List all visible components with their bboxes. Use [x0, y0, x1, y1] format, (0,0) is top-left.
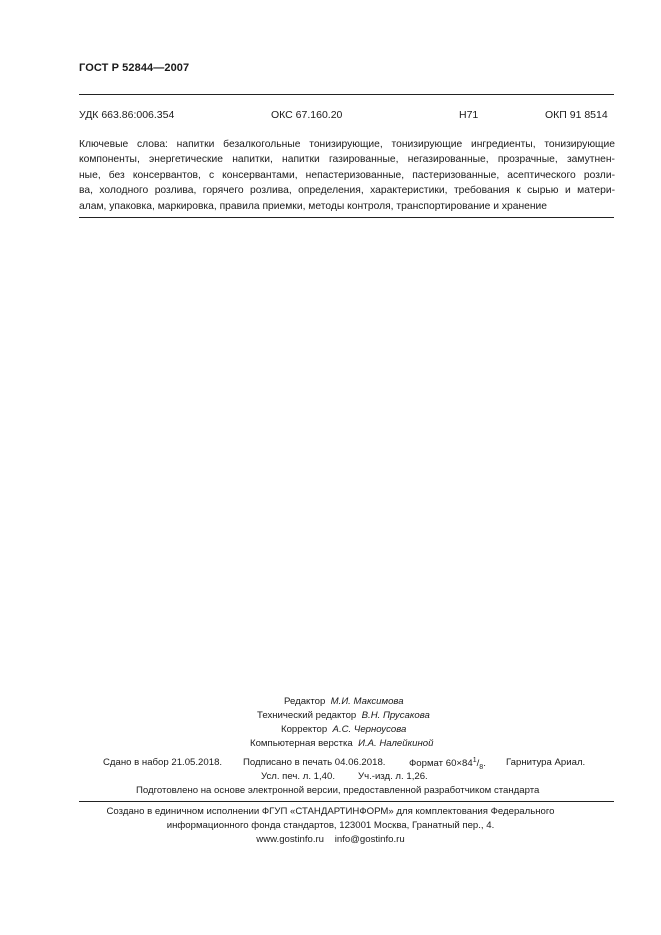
- keywords-line: ва, холодного розлива, горячего розлива, определения, характеристики, требования к сырью и матери-: [79, 185, 615, 197]
- email-link[interactable]: info@gostinfo.ru: [334, 834, 405, 845]
- paper-format: Формат $60\times 84^1/_8$.: [409, 757, 486, 772]
- format-prefix: Формат 60×84: [409, 758, 473, 770]
- oks-code: ОКС 67.160.20: [271, 109, 343, 121]
- corrector-label: Корректор: [281, 724, 328, 735]
- tech-editor-label: Технический редактор: [257, 710, 357, 721]
- editor-label: Редактор: [284, 696, 326, 707]
- format-numerator: 1: [472, 757, 477, 764]
- format-denominator: 8: [479, 764, 484, 772]
- footer-line-2: информационного фонда стандартов, 123001 Москва, Гранатный пер., 4.: [166, 820, 495, 831]
- okp-code: ОКП 91 8514: [545, 109, 608, 121]
- keywords-block: [79, 137, 615, 214]
- standard-code: ГОСТ Р 52844—2007: [79, 62, 190, 74]
- corrector-name: А.С. Черноусова: [332, 724, 407, 735]
- prepared-note: Подготовлено на основе электронной версии, предоставленной разработчиком стандарта: [136, 785, 540, 796]
- footer-contacts: [0, 834, 661, 845]
- website-link[interactable]: www.gostinfo.ru: [256, 834, 325, 845]
- layout-name: И.А. Налейкиной: [358, 738, 434, 749]
- format-suffix: .: [483, 758, 486, 770]
- keywords-line: Ключевые слова: напитки безалкогольные тонизирующие, тонизирующие ингредиенты, тонизирующие: [79, 139, 615, 150]
- footer-rule: [79, 801, 614, 802]
- header-rule: [79, 94, 614, 95]
- corrector-credit: [281, 723, 406, 738]
- typeset-date: Сдано в набор 21.05.2018.: [103, 757, 223, 768]
- keywords-line: ные, без консервантов, с консервантами, непастеризованные, пастеризованные, асептического розли-: [79, 169, 615, 181]
- print-sheets: Усл. печ. л. 1,40.: [261, 771, 335, 782]
- keywords-line: компоненты, энергетические напитки, напитки газированные, негазированные, прозрачные, замутнен-: [79, 154, 615, 166]
- layout-label: Компьютерная верстка: [250, 738, 353, 749]
- footer-line-1: Создано в единичном исполнении ФГУП «СТАНДАРТИНФОРМ» для комплектования Федерального: [106, 806, 555, 817]
- udk-code: УДК 663.86:006.354: [79, 109, 175, 121]
- keywords-line: алам, упаковка, маркировка, правила приемки, методы контроля, транспортирование и хранение: [79, 200, 548, 212]
- typeface: Гарнитура Ариал.: [506, 757, 586, 768]
- editor-credit: [284, 695, 404, 710]
- editor-name: М.И. Максимова: [330, 696, 404, 707]
- signed-date: Подписано в печать 04.06.2018.: [243, 757, 386, 768]
- layout-credit: [250, 737, 433, 752]
- keywords-rule: [79, 217, 614, 218]
- pub-sheets: Уч.-изд. л. 1,26.: [358, 771, 428, 782]
- tech-editor-credit: [257, 709, 430, 724]
- tech-editor-name: В.Н. Прусакова: [361, 710, 430, 721]
- group-code: Н71: [459, 109, 479, 121]
